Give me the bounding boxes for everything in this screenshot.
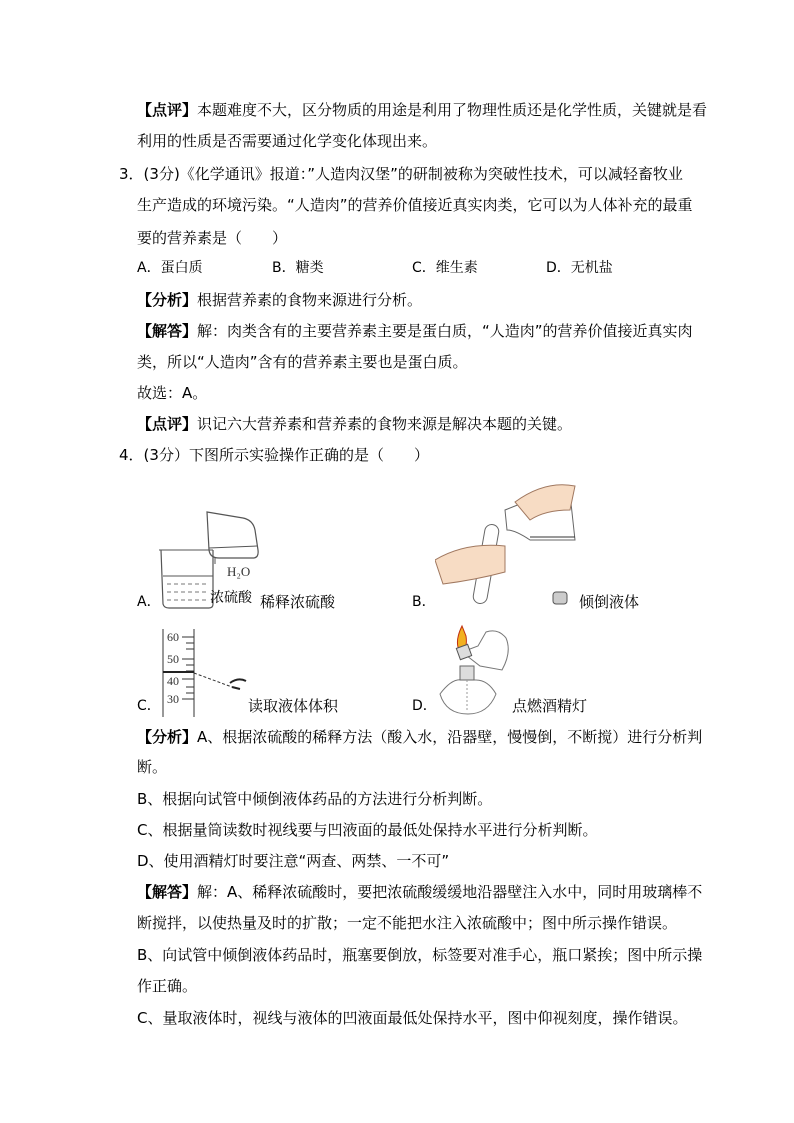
analysis-text: 根据营养素的食物来源进行分析。	[197, 291, 423, 309]
review-text: 识记六大营养素和营养素的食物来源是解决本题的关键。	[197, 415, 573, 433]
q4-stem: 4．(3分）下图所示实验操作正确的是（ ）	[119, 446, 429, 464]
q4-analysis-b: B、根据向试管中倾倒液体药品的方法进行分析判断。	[137, 790, 493, 808]
q4-answer-c: C、量取液体时，视线与液体的凹液面最低处保持水平，图中仰视刻度，操作错误。	[137, 1009, 688, 1027]
q3-option-c: C．维生素	[412, 260, 478, 276]
pouring-figure	[435, 480, 585, 610]
q3-option-a: A．蛋白质	[137, 260, 203, 276]
answer-tag: 【解答】	[137, 883, 198, 901]
tick-40: 40	[167, 674, 179, 688]
q3-stem-cont: 生产造成的环境污染。“人造肉”的营养价值接近真实肉类，它可以为人体补充的最重	[137, 196, 693, 214]
h2o-label: H₂O	[227, 564, 251, 579]
tick-50: 50	[167, 652, 179, 666]
analysis-tag: 【分析】	[137, 291, 198, 309]
q4-analysis-cont: 断。	[137, 758, 168, 776]
q3-option-b: B．糖类	[272, 260, 324, 276]
q3-option-d: D．无机盐	[546, 260, 613, 276]
q4-option-a-caption: 稀释浓硫酸	[260, 593, 336, 611]
eye-icon	[230, 679, 246, 689]
q4-option-d-caption: 点燃酒精灯	[512, 697, 588, 715]
q4-option-a-label: A．	[137, 594, 161, 610]
review-tag: 【点评】	[137, 101, 198, 119]
cylinder-figure	[160, 627, 260, 719]
q3-answer	[137, 322, 693, 340]
q4-answer-b: B、向试管中倾倒液体药品时，瓶塞要倒放，标签要对准手心，瓶口紧挨；图中所示操	[137, 946, 703, 964]
q4-answer-b-cont: 作正确。	[137, 977, 198, 995]
q4-option-b-caption: 倾倒液体	[579, 593, 640, 611]
q4-answer-cont: 断搅拌，以使热量及时的扩散；一定不能把水注入浓硫酸中；图中所示操作错误。	[137, 914, 678, 932]
tick-30: 30	[167, 692, 179, 706]
sulfuric-acid-label: 浓硫酸	[210, 590, 252, 606]
q3-answer-cont: 类，所以“人造肉”含有的营养素主要也是蛋白质。	[137, 353, 468, 371]
answer-text: 解：A、稀释浓硫酸时，要把浓硫酸缓缓地沿器壁注入水中，同时用玻璃棒不	[197, 883, 703, 901]
q4-option-c-label: C．	[137, 698, 161, 714]
q3-stem: 3．(3分)《化学通讯》报道：”人造肉汉堡”的研制被称为突破性技术，可以减轻畜牧业	[119, 165, 683, 183]
tick-60: 60	[167, 630, 179, 644]
q3-review	[137, 415, 572, 433]
q2-review-cont: 利用的性质是否需要通过化学变化体现出来。	[137, 132, 438, 150]
answer-tag: 【解答】	[137, 322, 198, 340]
q4-option-c-caption: 读取液体体积	[248, 697, 339, 715]
review-text: 本题难度不大，区分物质的用途是利用了物理性质还是化学性质，关键就是看	[197, 101, 708, 119]
answer-text: 解：肉类含有的主要营养素主要是蛋白质，“人造肉”的营养价值接近真实肉	[197, 322, 693, 340]
q4-analysis-d: D、使用酒精灯时要注意“两查、两禁、一不可”	[137, 852, 450, 870]
q4-answer	[137, 883, 702, 901]
q4-analysis	[137, 728, 702, 746]
q4-analysis-c: C、根据量筒读数时视线要与凹液面的最低处保持水平进行分析判断。	[137, 821, 598, 839]
q4-option-b-label: B．	[412, 594, 436, 610]
q3-stem-cont: 要的营养素是（ ）	[137, 229, 288, 247]
q4-option-d-label: D．	[412, 698, 437, 714]
analysis-tag: 【分析】	[137, 728, 198, 746]
q3-analysis	[137, 291, 422, 309]
review-tag: 【点评】	[137, 415, 198, 433]
q2-review	[137, 101, 707, 119]
q3-choice: 故选：A。	[137, 384, 208, 402]
analysis-text: A、根据浓硫酸的稀释方法（酸入水，沿器壁，慢慢倒，不断搅）进行分析判	[197, 728, 703, 746]
